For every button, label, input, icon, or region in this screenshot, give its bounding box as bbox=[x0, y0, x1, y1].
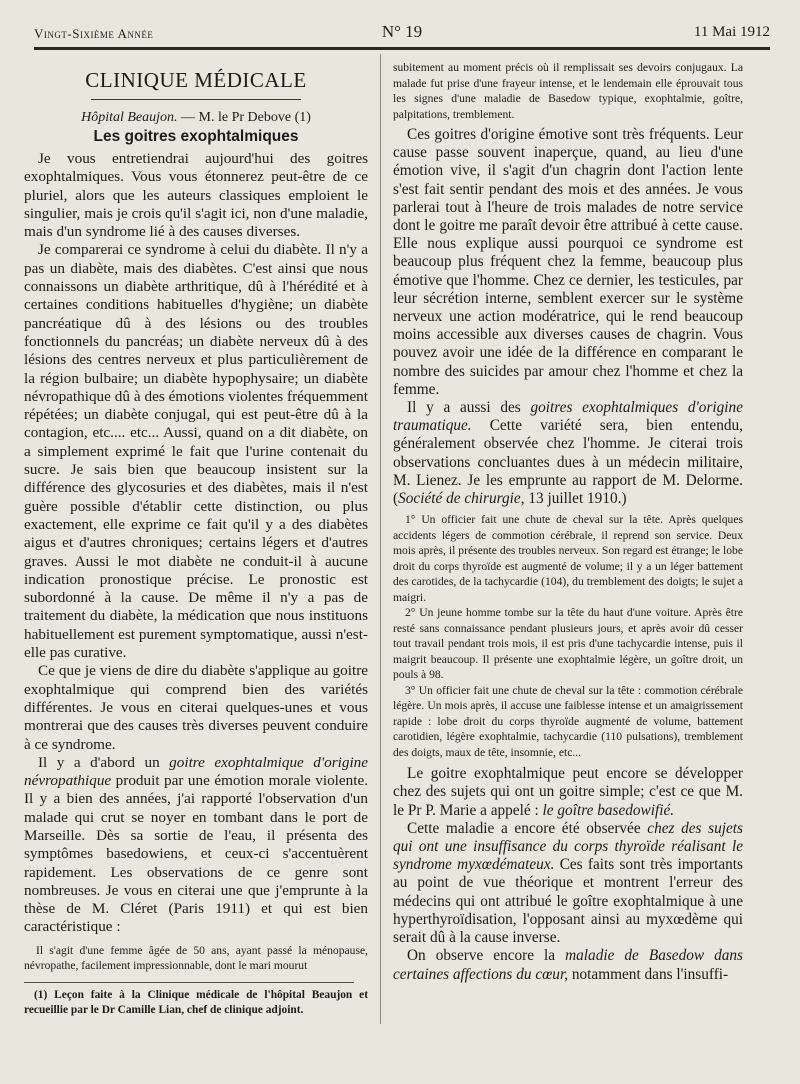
case-excerpt-continued: subitement au moment précis où il remplissait ses devoirs conjugaux. La malade fut prise d'une frayeur intense, et le lendemain elle éprouvait tous les signes d'une maladie de Basedow typique, exophtalmie, goître, palpitations, tremblement. bbox=[393, 61, 743, 121]
title-rule bbox=[91, 99, 301, 100]
article-title: Les goitres exophtalmiques bbox=[93, 128, 299, 145]
header-issue-number: N° 19 bbox=[381, 22, 423, 41]
byline-hospital: Hôpital Beaujon. bbox=[81, 110, 178, 125]
paragraph: Ce que je viens de dire du diabète s'applique au goitre exophtalmique qui comprend bien des variétés différentes. Je vous en citerai quelques-unes et vous montrerai que des causes très diverses peuvent conduire à ce syndrome. bbox=[24, 662, 368, 753]
paragraph-text: 13 juillet 1910.) bbox=[524, 490, 627, 508]
case-observation-3: 3° Un officier fait une chute de cheval sur la tête : commotion cérébrale légère. Un mois après, il accuse une faiblesse intense et un amaigrissement rapide : lobe droit du corps thyroïde augmenté de volume, battement carotidien, légère exophtalmie, tachycardie (110 pulsations), tremblement des doigts, maux de tête, insomnie, etc... bbox=[393, 683, 743, 759]
paragraph-text: produit par une émotion morale violente. Il y a bien des années, j'ai rapporté l'observation d'un malade qui crut se noyer en tombant dans le port de Marseille. Dès sa sortie de l'eau, il présenta des symptômes basedowiens, et ceux-ci s'accentuèrent rapidement. Les observations de ce genre sont nombreuses. Je vous en citerai une que j'emprunte à la thèse de M. Cléret (Paris 1911) et qui est bien caractéristique : bbox=[24, 772, 368, 936]
paragraph: Je vous entretiendrai aujourd'hui des goitres exophtalmiques. Vous vous étonnerez peut-être de ce pluriel, alors que les auteurs classiques emploient le singulier, mais je crois qu'il s'agit ici, non d'une maladie, mais d'un syndrome lié à des causes diverses. bbox=[24, 150, 368, 241]
case-observation-2: 2° Un jeune homme tombe sur la tête du haut d'une voiture. Après être resté sans connaissance pendant plusieurs jours, et après avoir dû cesser tout travail pendant trois mois, il est pris d'une tachycardie intense, puis il maigrit beaucoup. Il présente une exophtalmie légère, un goître droit, un pouls à 98. bbox=[393, 606, 743, 682]
left-column bbox=[24, 60, 368, 1018]
paragraph-text: On observe encore la bbox=[407, 947, 566, 965]
column-divider bbox=[380, 54, 381, 1024]
paragraph-italic: Société de chirurgie, bbox=[398, 490, 525, 508]
byline-author: — M. le Pr Debove (1) bbox=[177, 110, 311, 125]
section-title: CLINIQUE MÉDICALE bbox=[85, 68, 307, 92]
right-column bbox=[393, 60, 743, 984]
paragraph: Ces goitres d'origine émotive sont très fréquents. Leur cause passe souvent inaperçue, quand, au lieu d'une émotion vive, il s'agit d'un chagrin dont l'action lente s'est fait sentir pendant des mois et des années. Je vous parlerai tout à l'heure de trois malades de notre service dont le goitre me paraît devoir être attribué à cette cause. Elle nous explique aussi pourquoi ce syndrome est beaucoup plus fréquent chez la femme, beaucoup plus émotive que l'homme. Chez ce dernier, les testicules, par leur sécrétion interne, semblent exercer sur le système nerveux une action modératrice, qui le rend beaucoup moins accessible aux diverses causes de chagrin. Vous pouvez avoir une idée de la différence en comparant le nombre des suicides par amour chez l'homme et chez la femme. bbox=[393, 126, 743, 398]
case-observation-1: 1° Un officier fait une chute de cheval sur la tête. Après quelques accidents légers de commotion cérébrale, il reprend son service. Deux mois après, il présente des troubles nerveux. Son regard est étrange; le lobe droit du corps thyroïde est augmenté de volume; il y a un léger battement des carotides, de la tachycardie (104), du tremblement des doigts; le sujet a maigri. bbox=[393, 513, 743, 604]
running-header bbox=[34, 22, 770, 44]
paragraph-text: notamment dans l'insuffi- bbox=[568, 965, 729, 983]
paragraph-text: Le goitre exophtalmique peut encore se développer chez des sujets qui ont un goitre simple; c'est ce que M. le Pr P. Marie a appelé : bbox=[393, 765, 743, 819]
paragraph-italic: le goître basedowifié. bbox=[542, 801, 675, 819]
case-excerpt: Il s'agit d'une femme âgée de 50 ans, ayant passé la ménopause, névropathe, facilement impressionnable, dont le mari mourut bbox=[24, 943, 368, 973]
paragraph-text: Il y a d'abord un bbox=[38, 753, 170, 771]
paragraph bbox=[24, 754, 368, 937]
paragraph-italic: goitre exophtalmique d'origine névropathique bbox=[24, 753, 368, 790]
footnote: (1) Leçon faite à la Clinique médicale de l'hôpital Beaujon et recueillie par le Dr Camille Lian, chef de clinique adjoint. bbox=[24, 988, 368, 1016]
paragraph-text: Cette variété sera, bien entendu, généralement observée chez l'homme. Je citerai trois observations concluantes dues à un médecin militaire, M. Lienez. Je les emprunte au rapport de M. Delorme. ( bbox=[393, 417, 743, 508]
paragraph-italic: maladie de Basedow dans certaines affections du cœur, bbox=[393, 947, 743, 983]
paragraph-italic: goitres exophtalmiques d'origine traumatique. bbox=[393, 399, 743, 435]
paragraph: Je comparerai ce syndrome à celui du diabète. Il n'y a pas un diabète, mais des diabètes. C'est ainsi que nous connaissons un diabète arthritique, dû à l'hérédité et à certaines conditions habituelles d'hygiène; un diabète pancréatique dû à des lésions ou des troubles fonctionnels du pancréas; un diabète nerveux dû à des lésions des centres nerveux et plus particulièrement de la région bulbaire; un diabète hypophysaire; un diabète névropathique dû à des émotions violentes fréquemment répétées; un diabète conjugal, qui est peut-être dû à la contagion, etc.... etc... Aussi, quand on a dit diabète, on a simplement exprimé le fait que l'urine contenait du sucre. Je sais bien que beaucoup insistent sur la différence des glycosuries et des diabètes, mais il n'est guère possible d'établir cette distinction, ou plus exactement, elle exprime ce fait qu'il y a des diabètes aigus et d'autres chroniques; certains légers et d'autres graves. Aussi le mot diabète ne conduit-il à aucune indication pronostique précise. Le pronostic est subordonné à la cause. De même il n'y a pas de traitement du diabète, la médication que nous instituons habituellement est purement symptomatique, aussi n'est-elle pas curative. bbox=[24, 241, 368, 662]
header-rule bbox=[34, 47, 770, 50]
paragraph bbox=[393, 947, 743, 983]
paragraph-text: Cette maladie a encore été observée bbox=[407, 819, 648, 837]
footnote-rule bbox=[24, 982, 354, 983]
paragraph-italic: chez des sujets qui ont une insuffisance du corps thyroïde réalisant le syndrome myxœdémateux. bbox=[393, 819, 743, 874]
paragraph-text: Ces faits sont très importants au point de vue théorique et montrent l'erreur des médecins qui ont attribué le goître exophtalmique à une hyperthyroïdisation, l'opposant ainsi au myxœdème qui serait dû à la cause inverse. bbox=[393, 856, 744, 947]
header-volume: Vingt-Sixième Année bbox=[34, 26, 154, 41]
paragraph bbox=[393, 399, 743, 508]
paragraph bbox=[393, 820, 743, 947]
paragraph-text: Il y a aussi des bbox=[407, 399, 531, 417]
header-date: 11 Mai 1912 bbox=[693, 24, 770, 40]
paragraph bbox=[393, 765, 743, 820]
article-byline bbox=[24, 110, 368, 126]
